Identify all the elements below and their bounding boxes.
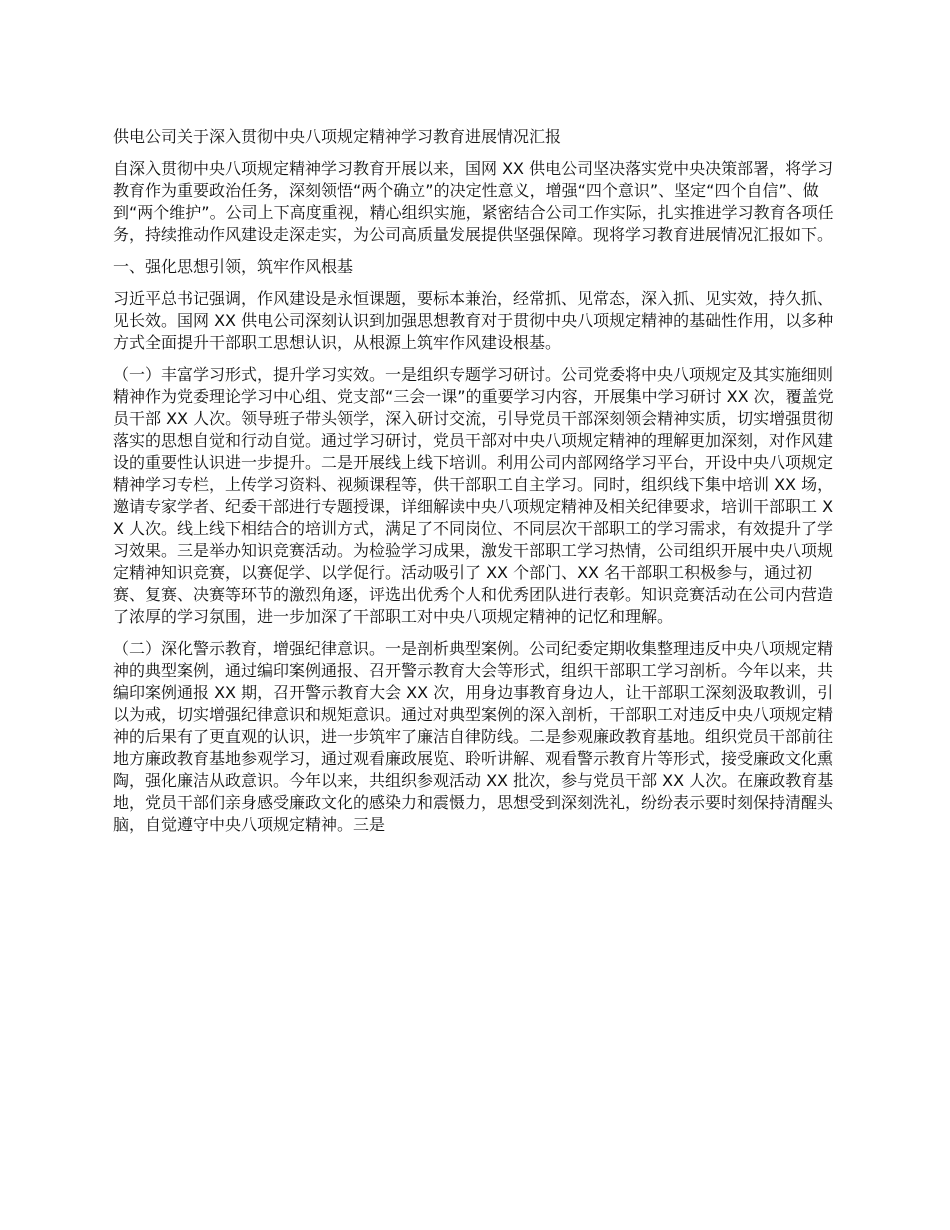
document-page [113, 126, 843, 846]
document-title: 供电公司关于深入贯彻中央八项规定精神学习教育进展情况汇报 [113, 127, 562, 146]
intro-paragraph: 自深入贯彻中央八项规定精神学习教育开展以来，国网 XX 供电公司坚决落实党中央决策部署，将学习教育作为重要政治任务，深刻领悟“两个确立”的决定性意义，增强“四个意识”、坚定“四个自信”、做到“两个维护”。公司上下高度重视，精心组织实施，紧密结合公司工作实际，扎实推进学习教育各项任务，持续推动作风建设走深走实，为公司高质量发展提供坚强保障。现将学习教育进展情况汇报如下。 [113, 159, 834, 244]
section-heading-1: 一、强化思想引领，筑牢作风根基 [113, 257, 354, 276]
section1-paragraph-1: 习近平总书记强调，作风建设是永恒课题，要标本兼治，经常抓、见常态，深入抓、见实效，持久抓、见长效。国网 XX 供电公司深刻认识到加强思想教育对于贯彻中央八项规定精神的基础性作用，以多种方式全面提升干部职工思想认识，从根源上筑牢作风建设根基。 [113, 289, 834, 352]
section1-paragraph-2: （一）丰富学习形式，提升学习实效。一是组织专题学习研讨。公司党委将中央八项规定及其实施细则精神作为党委理论学习中心组、党支部“三会一课”的重要学习内容，开展集中学习研讨 XX 次，覆盖党员干部 XX 人次。领导班子带头领学，深入研讨交流，引导党员干部深刻领会精神实质，切实增强贯彻落实的思想自觉和行动自觉。通过学习研讨，党员干部对中央八项规定精神的理解更加深刻，对作风建设的重要性认识进一步提升。二是开展线上线下培训。利用公司内部网络学习平台，开设中央八项规定精神学习专栏，上传学习资料、视频课程等，供干部职工自主学习。同时，组织线下集中培训 XX 场，邀请专家学者、纪委干部进行专题授课，详细解读中央八项规定精神及相关纪律要求，培训干部职工 XX 人次。线上线下相结合的培训方式，满足了不同岗位、不同层次干部职工的学习需求，有效提升了学习效果。三是举办知识竞赛活动。为检验学习成果，激发干部职工学习热情，公司组织开展中央八项规定精神知识竞赛，以赛促学、以学促行。活动吸引了 XX 个部门、XX 名干部职工积极参与，通过初赛、复赛、决赛等环节的激烈角逐，评选出优秀个人和优秀团队进行表彰。知识竞赛活动在公司内营造了浓厚的学习氛围，进一步加深了干部职工对中央八项规定精神的记忆和理解。 [113, 365, 834, 626]
section1-paragraph-3: （二）深化警示教育，增强纪律意识。一是剖析典型案例。公司纪委定期收集整理违反中央八项规定精神的典型案例，通过编印案例通报、召开警示教育大会等形式，组织干部职工学习剖析。今年以来，共编印案例通报 XX 期，召开警示教育大会 XX 次，用身边事教育身边人，让干部职工深刻汲取教训，引以为戒，切实增强纪律意识和规矩意识。通过对典型案例的深入剖析，干部职工对违反中央八项规定精神的后果有了更直观的认识，进一步筑牢了廉洁自律防线。二是参观廉政教育基地。组织党员干部前往地方廉政教育基地参观学习，通过观看廉政展览、聆听讲解、观看警示教育片等形式，接受廉政文化熏陶，强化廉洁从政意识。今年以来，共组织参观活动 XX 批次，参与党员干部 XX 人次。在廉政教育基地，党员干部们亲身感受廉政文化的感染力和震慑力，思想受到深刻洗礼，纷纷表示要时刻保持清醒头脑，自觉遵守中央八项规定精神。三是 [113, 639, 834, 834]
